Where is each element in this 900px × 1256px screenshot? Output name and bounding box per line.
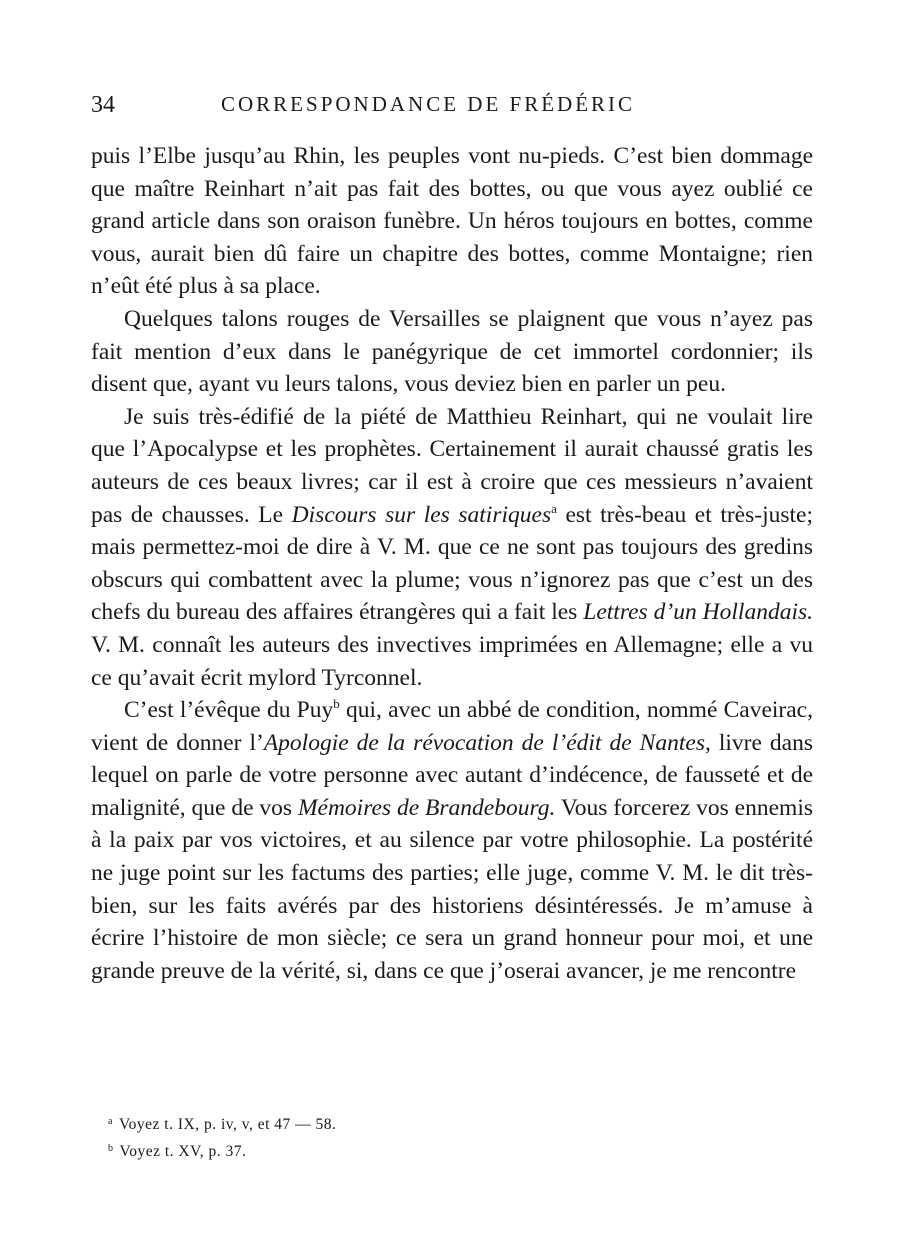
paragraph-4-text-a: C’est l’évêque du Puy: [124, 697, 334, 724]
footnote-ref-b: b: [333, 696, 340, 712]
footnote-marker: a: [108, 1116, 113, 1127]
page-number: 34: [91, 92, 115, 118]
paragraph-4-text-c: livre dans lequel on parle de votre personne avec autant d’indécence, de fausseté et de malignité, que de vos: [91, 729, 814, 821]
footnote-text: Voyez t. XV, p. 37.: [119, 1143, 247, 1160]
title-lettres-d-un-hollandais: Lettres d’un Hollandais.: [583, 599, 813, 626]
title-memoires-de-brandebourg: Mémoires de Brandebourg.: [297, 794, 556, 821]
running-title: CORRESPONDANCE DE FRÉDÉRIC: [221, 92, 636, 116]
footnote-marker: b: [108, 1143, 114, 1154]
footnotes: [108, 1110, 336, 1164]
paragraph-4-text-d: Vous forcerez vos ennemis à la paix par vos victoires, et au silence par votre philosophie. La postérité ne juge point sur les factums des parties; elle juge, comme V. M. le dit très-bien, sur les faits avérés par des historiens désintéressés. Je m’amuse à écrire l’histoire de mon siècle; ce sera un grand honneur pour moi, et une grande preuve de la vérité, si, dans ce que j’oserai avancer, je me rencontre: [91, 794, 813, 984]
body-text: [91, 140, 813, 987]
footnote-ref-a: a: [551, 500, 557, 516]
paragraph-4: [91, 694, 813, 987]
page-header: [91, 92, 813, 128]
paragraph-3-text-c: V. M. connaît les auteurs des invectives imprimées en Allemagne; elle a vu ce qu’avait écrit mylord Tyrconnel.: [91, 631, 813, 691]
paragraph-3: [91, 401, 813, 694]
paragraph-3-text-b: est très-beau et très-juste; mais permettez-moi de dire à V. M. que ce ne sont pas toujours des gredins obscurs qui combattent avec la plume; vous n’ignorez pas que c’est un des chefs du bureau des affaires étrangères qui a fait les: [91, 501, 813, 626]
paragraph-3-text-a: Je suis très-édifié de la piété de Matthieu Reinhart, qui ne voulait lire que l’Apocalypse et les prophètes. Certainement il aurait chaussé gratis les auteurs de ces beaux livres; car il est à croire que ces messieurs n’avaient pas de chausses. Le: [91, 403, 813, 528]
title-discours-sur-les-satiriques: Discours sur les satiriques: [291, 501, 552, 528]
footnote-text: Voyez t. IX, p. iv, v, et 47 — 58.: [118, 1116, 337, 1133]
paragraph-2: Quelques talons rouges de Versailles se plaignent que vous n’ayez pas fait mention d’eux dans le panégyrique de cet immortel cordonnier; ils disent que, ayant vu leurs talons, vous deviez bien en parler un peu.: [91, 305, 813, 398]
paragraph-1: puis l’Elbe jusqu’au Rhin, les peuples vont nu-pieds. C’est bien dommage que maître Reinhart n’ait pas fait des bottes, ou que vous ayez oublié ce grand article dans son oraison funèbre. Un héros toujours en bottes, comme vous, aurait bien dû faire un chapitre des bottes, comme Montaigne; rien n’eût été plus à sa place.: [91, 143, 813, 300]
footnote-a: [108, 1110, 336, 1137]
title-apologie: Apologie de la révocation de l’édit de Nantes,: [263, 729, 711, 756]
paragraph-4-text-b: qui, avec un abbé de condition, nommé Caveirac, vient de donner l’: [91, 697, 813, 756]
footnote-b: [108, 1137, 336, 1164]
